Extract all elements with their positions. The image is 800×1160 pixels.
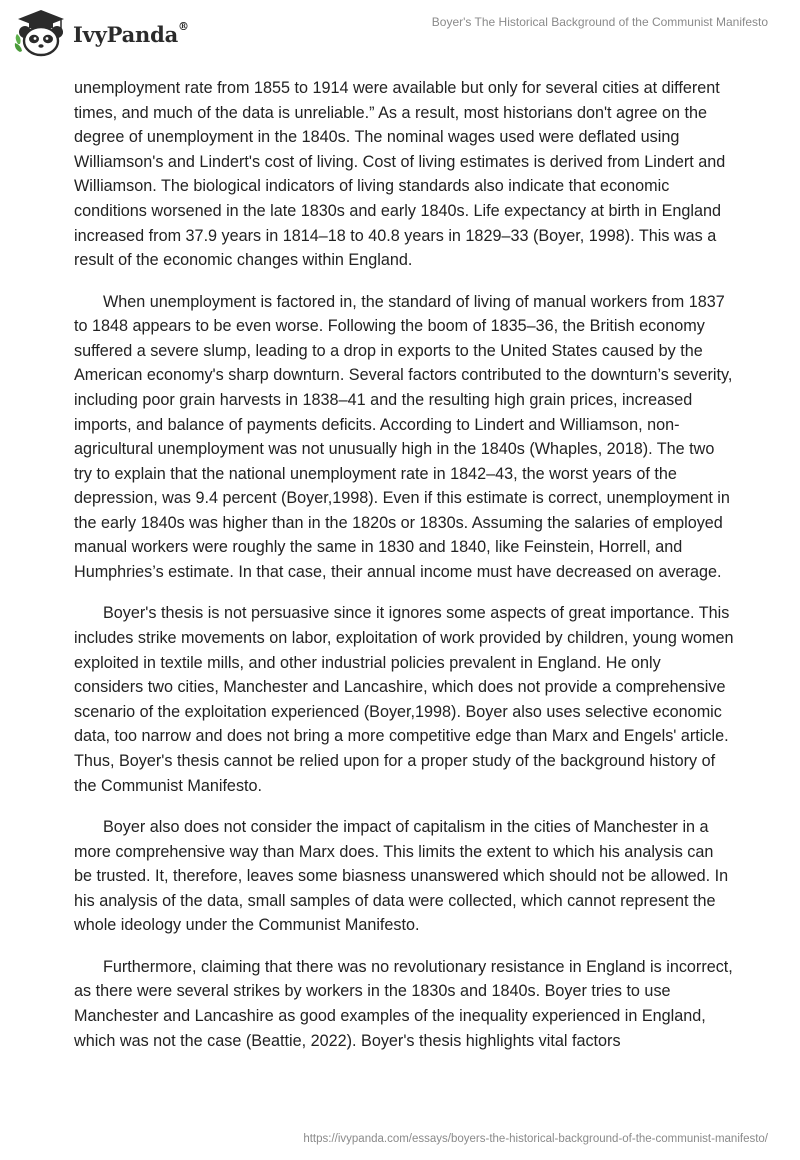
brand-name: IvyPanda® <box>73 19 189 47</box>
ivypanda-logo[interactable] <box>14 8 189 58</box>
source-url[interactable]: https://ivypanda.com/essays/boyers-the-historical-background-of-the-communist-manifesto/ <box>303 1133 768 1145</box>
paragraph: Furthermore, claiming that there was no revolutionary resistance in England is incorrect, as there were several strikes by workers in the 1830s and 1840s. Boyer tries to use Manchester and Lancashire as good examples of the inequality experienced in England, which was not the case (Beattie, 2022). Boyer's thesis highlights vital factors <box>74 957 733 1050</box>
document-title: Boyer's The Historical Background of the Communist Manifesto <box>431 15 768 29</box>
page-header <box>0 0 800 70</box>
paragraph: Boyer also does not consider the impact of capitalism in the cities of Manchester in a more comprehensive way than Marx does. This limits the extent to which his analysis can be trusted. It, therefore, leaves some biasness unanswered which should not be allowed. In his analysis of the data, small samples of data were collected, which cannot represent the whole ideology under the Communist Manifesto. <box>74 818 729 935</box>
paragraph: Boyer's thesis is not persuasive since it ignores some aspects of great importance. This includes strike movements on labor, exploitation of work provided by children, young women exploited in textile mills, and other industrial policies prevalent in England. He only considers two cities, Manchester and Lancashire, which does not provide a comprehensive scenario of the exploitation experienced (Boyer,1998). Boyer also uses selective economic data, too narrow and does not bring a more competitive edge than Marx and Engels' article. Thus, Boyer's thesis cannot be relied upon for a proper study of the background history of the Communist Manifesto. <box>74 604 734 795</box>
paragraph: When unemployment is factored in, the standard of living of manual workers from 1837 to 1848 appears to be even worse. Following the boom of 1835–36, the British economy suffered a severe slump, leading to a drop in exports to the United States caused by the American economy's sharp downturn. Several factors contributed to the downturn’s severity, including poor grain harvests in 1838–41 and the resulting high grain prices, increased imports, and balance of payments deficits. According to Lindert and Williamson, non-agricultural unemployment was not unusually high in the 1840s (Whaples, 2018). The two try to explain that the national unemployment rate in 1842–43, the worst years of the depression, was 9.4 percent (Boyer,1998). Even if this estimate is correct, unemployment in the early 1840s was higher than in the 1820s or 1830s. Assuming the salaries of employed manual workers were roughly the same in 1830 and 1840, like Feinstein, Horrell, and Humphries’s estimate. In that case, their annual income must have decreased on average. <box>74 292 733 582</box>
paragraph: unemployment rate from 1855 to 1914 were available but only for several cities at different times, and much of the data is unreliable.” As a result, most historians don't agree on the degree of unemployment in the 1840s. The nominal wages used were deflated using Williamson's and Lindert's cost of living. Cost of living estimates is derived from Lindert and Williamson. The biological indicators of living standards also indicate that economic conditions worsened in the late 1830s and early 1840s. Life expectancy at birth in England increased from 37.9 years in 1814–18 to 40.8 years in 1829–33 (Boyer, 1998). This was a result of the economic changes within England. <box>74 79 726 270</box>
panda-graduation-cap-icon <box>14 8 68 58</box>
essay-body <box>74 76 734 1053</box>
